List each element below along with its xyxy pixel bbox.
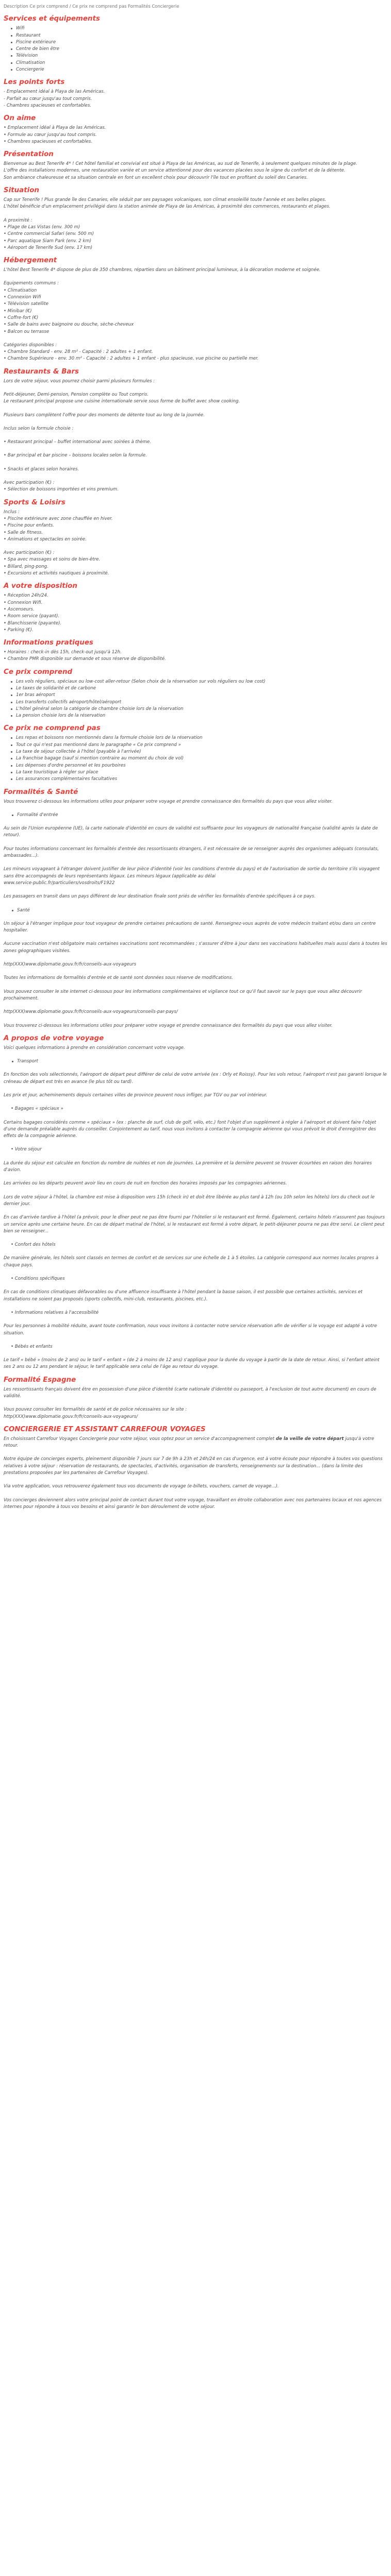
paragraph: Les prix et jour, acheminements depuis certaines villes de province peuvent nous infliger, par TGV ou par vol intérieur. xyxy=(4,1092,268,1098)
paragraph: Au sein de l'Union européenne (UE), la carte nationale d'identité en cours de validité est suffisante pour les voyageurs de nationalité française (validité après la date de retour). xyxy=(4,826,378,838)
category-item: • Chambre Supérieure - env. 30 m² - Capacité : 2 adultes + 1 enfant - plus spacieuse, vue piscine ou partielle mer. xyxy=(4,356,259,362)
equip-item: • Balcon ou terrasse xyxy=(4,329,50,334)
paragraph: Aucune vaccination n'est obligatoire mais certaines vaccinations sont recommandées ; s'assurer d'être à jour dans ses vaccinations habituelles mais aussi dans à toutes les zones géographiques visitées. xyxy=(4,941,387,954)
diplomatie-pays-link[interactable]: http(XXX)www.diplomatie.gouv.fr/fr/conseils-aux-voyageurs/conseils-par-pays/ xyxy=(4,1009,178,1015)
incl-label: Inclus selon la formule choisie : xyxy=(4,426,74,431)
paragraph: Vous trouverez ci-dessous les informations utiles pour préparer votre voyage et prendre connaissance des formalités du pays que vous allez visiter. xyxy=(4,1023,333,1028)
list-item: • Chambre PMR disponible sur demande et sous réserve de disponibilité. xyxy=(4,656,166,662)
restaurants-block xyxy=(4,378,387,494)
subheading: • Confort des hôtels xyxy=(11,1242,56,1248)
nearby-label: A proximité : xyxy=(4,217,32,223)
prix-comprend-list xyxy=(4,679,387,720)
list-item: La taxe touristique à régler sur place xyxy=(11,769,387,776)
nearby-item: • Centre commercial Safari (env. 500 m) xyxy=(4,231,94,237)
paying-item: • Spa avec massages et soins de bien-être. xyxy=(4,557,101,563)
list-item: Restaurant xyxy=(11,32,387,39)
list-item: • Connexion Wifi. xyxy=(4,600,43,605)
list-item: Centre de bien être xyxy=(11,46,387,53)
paragraph: L'hôtel bénéficie d'un emplacement privilégié dans la station animée de Playa de las Américas, à proximité des commerces, restaurants et plages. xyxy=(4,204,331,210)
paragraph xyxy=(4,1436,387,1450)
paragraph: Bienvenue au Best Tenerife 4* ! Cet hôtel familial et convivial est situé à Playa de las Américas, au sud de Tenerife, à seulement quelques minutes de la plage. xyxy=(4,161,357,167)
paragraph: L'hôtel Best Tenerife 4* dispose de plus de 350 chambres, réparties dans un bâtiment principal lumineux, à la décoration moderne et soignée. xyxy=(4,267,321,273)
paragraph: En fonction des vols sélectionnés, l'aéroport de départ peut différer de celui de votre arrivée (ex : Orly et Roissy). Pour les vols retour, l'aéroport n'est pas garanti lorsque le créneau de départ est très en avance (le plus tôt ou tard). xyxy=(4,1072,387,1084)
paragraph: La durée du séjour est calculée en fonction du nombre de nuitées et non de journées. La première et la dernière peuvent se trouver écourtées en raison des horaires d'avion. xyxy=(4,1160,372,1173)
list-item: • Blanchisserie (payante). xyxy=(4,620,62,626)
incl-item: • Piscine pour enfants. xyxy=(4,523,54,529)
disposition-title: A votre disposition xyxy=(4,582,77,590)
paragraph: Cap sur Tenerife ! Plus grande île des Canaries, elle séduit par ses paysages volcaniques, son climat ensoleillé toute l'année et ses belles plages. xyxy=(4,197,327,203)
incl-item: • Bar principal et bar piscine – boissons locales selon la formule. xyxy=(4,453,147,459)
informations-title: Informations pratiques xyxy=(4,639,93,647)
list-item: Piscine extérieure xyxy=(11,39,387,46)
paragraph: Pour les personnes à mobilité réduite, avant toute confirmation, nous vous invitons à contacter notre service réservation afin de vérifier si le voyage est adapté à votre situation. xyxy=(4,1324,377,1336)
list-item: Tout ce qui n'est pas mentionné dans le paragraphe « Ce prix comprend » xyxy=(11,742,387,749)
paragraph: Un séjour à l'étranger implique pour tout voyageur de prendre certaines précautions de santé. Renseignez-vous auprès de votre médecin traitant et/ou dans un centre hospitalier. xyxy=(4,921,376,934)
points-forts-line: - Emplacement idéal à Playa de las Américas. xyxy=(4,89,105,95)
subheading: • Bagages « spéciaux » xyxy=(11,1106,63,1112)
paying-item: • Sélection de boissons importées et vins premium. xyxy=(4,487,119,493)
paragraph: Vous trouverez ci-dessous les informations utiles pour préparer votre voyage et prendre connaissance des formalités du pays que vous allez visiter. xyxy=(4,799,333,804)
services-title: Services et équipements xyxy=(4,15,100,23)
paragraph: Pour toutes informations concernant les formalités d'entrée des ressortissants étrangers, il est nécessaire de se renseigner auprès des organismes adéquats (consulats, ambassades...). xyxy=(4,846,379,859)
paragraph: Voici quelques informations à prendre en considération concernant votre voyage. xyxy=(4,1045,185,1050)
incl-item: • Salle de fitness. xyxy=(4,530,43,535)
paragraph: Son ambiance chaleureuse et sa situation centrale en font un excellent choix pour découvrir l'île tout en profitant du soleil des Canaries. xyxy=(4,175,308,180)
nearby-item: • Plage de Las Vistas (env. 300 m) xyxy=(4,224,80,230)
equip-item: • Coffre-fort (€) xyxy=(4,315,39,320)
incl-item: • Animations et spectacles en soirée. xyxy=(4,536,87,542)
sports-block xyxy=(4,509,387,578)
nearby-item: • Aéroport de Tenerife Sud (env. 17 km) xyxy=(4,245,93,250)
points-forts-line: - Parfait au cœur jusqu'au tout compris. xyxy=(4,96,92,101)
list-item: • Ascenseurs. xyxy=(4,606,35,612)
list-item: • Parking (€). xyxy=(4,627,34,633)
informations-block xyxy=(4,649,387,663)
paragraph: Notre équipe de concierges experts, pleinement disponible 7 jours sur 7 de 9h à 23h et 24h/24 en cas d'urgence, est à votre écoute pour répondre à toutes vos questions relatives à votre séjour : réservation de restaurants, de spectacles, d'activités, organisation de transferts, renseignements sur la destination... (dans la limite des prestations proposées par les partenaires de Carrefour Voyages). xyxy=(4,1456,383,1476)
situation-title: Situation xyxy=(4,187,39,195)
list-item: La franchise bagage (sauf si mention contraire au moment du choix de vol) xyxy=(11,755,387,762)
equip-label: Equipements communs : xyxy=(4,281,59,286)
paragraph: Les ressortissants français doivent être en possession d'une pièce d'identité (carte nationale d'identité ou passeport, à l'exclusion de tout autre document) en cours de validité. xyxy=(4,1386,377,1399)
paying-item: • Excursions et activités nautiques à proximité. xyxy=(4,571,109,577)
categories-label: Catégories disponibles : xyxy=(4,342,57,348)
espagne-title: Formalité Espagne xyxy=(4,1376,76,1384)
text-run: jusqu'à votre retour. xyxy=(4,1436,374,1449)
subheading: • Bébés et enfants xyxy=(11,1344,53,1349)
situation-block xyxy=(4,197,387,251)
paying-label: Avec participation (€) : xyxy=(4,550,55,556)
restaurants-title: Restaurants & Bars xyxy=(4,367,79,376)
on-aime-line: • Emplacement idéal à Playa de las Américas. xyxy=(4,125,106,131)
paragraph: Toutes les informations de formalités d'entrée et de santé sont données sous réserve de modifications. xyxy=(4,975,233,981)
equip-item: • Connexion Wifi xyxy=(4,295,41,300)
presentation-title: Présentation xyxy=(4,150,54,159)
points-forts-line: - Chambres spacieuses et confortables. xyxy=(4,103,92,108)
espagne-block xyxy=(4,1386,387,1420)
on-aime-line: • Chambres spacieuses et confortables. xyxy=(4,139,92,144)
points-forts-block xyxy=(4,89,387,109)
paying-label: Avec participation (€) : xyxy=(4,480,55,486)
subheading: Formalité d'entrée xyxy=(4,812,387,819)
subheading: Transport xyxy=(4,1058,387,1065)
paragraph: Petit-déjeuner, Demi-pension, Pension complète ou Tout compris. xyxy=(4,392,149,397)
sports-title: Sports & Loisirs xyxy=(4,498,66,506)
incl-label: Inclus : xyxy=(4,509,20,515)
diplomatie-espagne-link[interactable]: http(XXX)www.diplomatie.gouv.fr/fr/conseils-aux-voyageurs/ xyxy=(4,1414,138,1419)
formalites-title: Formalités & Santé xyxy=(4,788,78,796)
formalites-block xyxy=(4,799,387,1029)
list-item: Les dépenses d'ordre personnel et les pourboires xyxy=(11,762,387,769)
list-item: Climatisation xyxy=(11,60,387,66)
text-run-bold: de la veille de votre départ xyxy=(275,1436,344,1442)
paragraph: L'offre des installations modernes, une restauration variée et un service attentionné pour des vacances placées sous le signe du confort et de la détente. xyxy=(4,168,346,174)
list-item: Les assurances complémentaires facultatives xyxy=(11,776,387,783)
list-item: Le taxes de solidarité et de carbone xyxy=(11,685,387,692)
list-item: L'hôtel général selon la catégorie de chambre choisie lors de la réservation xyxy=(11,706,387,713)
paragraph: Le restaurant principal propose une cuisine internationale servie sous forme de buffet avec show cooking. xyxy=(4,399,240,404)
subheading: Santé xyxy=(4,907,387,914)
list-item: Les transferts collectifs aéroport/hôtel/aéroport xyxy=(11,699,387,706)
prix-comprend-title: Ce prix comprend xyxy=(4,668,73,676)
paying-item: • Billard, ping-pong. xyxy=(4,564,48,569)
list-item: Les vols réguliers, spéciaux ou low-cost aller-retour (Selon choix de la réservation sur vols réguliers ou low cost) xyxy=(11,679,387,685)
apropos-block xyxy=(4,1045,387,1371)
list-item: La taxe de séjour collectée à l'hôtel (payable à l'arrivée) xyxy=(11,749,387,755)
prix-ne-comprend-title: Ce prix ne comprend pas xyxy=(4,724,101,733)
subheading: • Conditions spécifiques xyxy=(11,1276,65,1282)
apropos-title: A propos de votre voyage xyxy=(4,1034,104,1042)
hebergement-title: Hébergement xyxy=(4,257,57,265)
paragraph: Les arrivées ou les départs peuvent avoir lieu en cours de nuit en fonction des horaires imposés par les compagnies aériennes. xyxy=(4,1181,287,1187)
presentation-block xyxy=(4,161,387,181)
subheading: • Votre séjour xyxy=(11,1147,42,1153)
incl-item: • Restaurant principal – buffet international avec soirées à thème. xyxy=(4,439,151,445)
list-item: • Horaires : check-in dès 15h, check-out jusqu'à 12h. xyxy=(4,650,122,655)
incl-item: • Piscine extérieure avec zone chauffée en hiver. xyxy=(4,516,113,521)
conciergerie-title: CONCIERGERIE ET ASSISTANT CARREFOUR VOYAGES xyxy=(4,1425,206,1433)
paragraph: Lors de votre séjour à l'hôtel, la chambre est mise à disposition vers 15h (check in) et doit être libérée au plus tard à 12h (ou 10h selon les hôtels) lors du check out le dernier jour. xyxy=(4,1194,375,1207)
section-nav: Description Ce prix comprend / Ce prix ne comprend pas Formalités Conciergerie xyxy=(4,4,180,9)
paragraph: Vous pouvez consulter les formalités de santé et de police nécessaires sur le site : xyxy=(4,1407,187,1413)
list-item: Wifi xyxy=(11,25,387,32)
paragraph: Via votre application, vous retrouverez également tous vos documents de voyage (e-billets, vouchers, carnet de voyage...). xyxy=(4,1484,279,1489)
service-public-link[interactable]: www.service-public.fr/particuliers/vosdroits/F1922 xyxy=(4,880,115,886)
equip-item: • Minibar (€) xyxy=(4,308,32,314)
on-aime-block xyxy=(4,125,387,145)
equip-item: • Climatisation xyxy=(4,287,37,293)
text-run: En choisissant Carrefour Voyages Conciergerie pour votre séjour, vous optez pour un service d'accompagnement complet xyxy=(4,1436,276,1442)
paragraph: Les passagers en transit dans un pays différent de leur destination finale sont priés de vérifier les formalités d'entrée spécifiques à ce pays. xyxy=(4,894,316,900)
paragraph: En cas d'arrivée tardive à l'hôtel (a prévoir, pour le dîner peut ne pas être fourni par l'hôtelier si le restaurant est fermé. Également, certains hôtels n'assurent pas toujours un service après une certaine heure. En cas de départ matinal de l'hôtel, si le restaurant est fermé à votre départ, le petit-déjeuner pourra ne pas être servi. Le client peut bien se renseigner... xyxy=(4,1215,385,1234)
conciergerie-block xyxy=(4,1436,387,1511)
paragraph: Les mineurs voyageant à l'étranger doivent justifier de leur pièce d'identité (voir les conditions d'entrée du pays) et de l'autorisation de sortie du territoire s'ils voyagent sans être accompagnés de leurs représentants légaux. Les mineurs légaux (applicable au délai xyxy=(4,867,380,879)
list-item: La pension choisie lors de la réservation xyxy=(11,713,387,719)
paragraph: Le tarif « bébé » (moins de 2 ans) ou le tarif « enfant » (de 2 à moins de 12 ans) s'applique pour la durée du voyage à partir de la date de retour. Ainsi, si l'enfant atteint ses 2 ans ou 12 ans pendant le séjour, le tarif applicable sera celui de l'âge au retour du voyage. xyxy=(4,1358,380,1370)
equip-item: • Télévision satellite xyxy=(4,301,48,307)
list-item: Télévision xyxy=(11,53,387,59)
list-item: • Room service (payant). xyxy=(4,614,60,619)
paragraph: Certains bagages considérés comme « spéciaux » (ex : planche de surf, club de golf, vélo, etc.) font l'objet d'un supplément à régler à l'aéroport et doivent faire l'objet d'une demande préalable auprès du conseiller. Conjointement au tarif, nous vous invitons à contacter la compagnie aérienne qui vous prévoit le droit d'enregistrer des effets de la compagnie aérienne. xyxy=(4,1120,377,1139)
on-aime-line: • Formule au cœur jusqu'au tout compris. xyxy=(4,132,97,138)
list-item: Les repas et boissons non mentionnés dans la formule choisie lors de la réservation xyxy=(11,735,387,741)
subheading: • Informations relatives à l'accessibilité xyxy=(11,1310,99,1315)
paragraph: Vos concierges deviennent alors votre principal point de contact durant tout votre voyage, travaillant en étroite collaboration avec nos partenaires locaux et nos agences internes pour répondre à tous vos besoins et ainsi garantir le bon déroulement de votre séjour. xyxy=(4,1497,382,1510)
paragraph: De manière générale, les hôtels sont classés en termes de confort et de services sur une échelle de 1 à 5 étoiles. La catégorie correspond aux normes locales propres à chaque pays. xyxy=(4,1256,379,1268)
disposition-block xyxy=(4,592,387,634)
nearby-item: • Parc aquatique Siam Park (env. 2 km) xyxy=(4,238,92,244)
hebergement-block xyxy=(4,267,387,363)
on-aime-title: On aime xyxy=(4,114,36,123)
prix-ne-comprend-list xyxy=(4,735,387,783)
list-item: Conciergerie xyxy=(11,66,387,73)
list-item: 1er bras aéroport xyxy=(11,692,387,699)
paragraph: En cas de conditions climatiques défavorables ou d'une affluence insuffisante à l'hôtel pendant la basse saison, il est possible que certaines activités, services et installations ne soient pas proposés (sports collectifs, mini-club, restaurants, piscines, etc.). xyxy=(4,1290,363,1302)
services-list xyxy=(4,25,387,73)
incl-item: • Snacks et glaces selon horaires. xyxy=(4,466,79,472)
points-forts-title: Les points forts xyxy=(4,78,65,87)
category-item: • Chambre Standard - env. 28 m² - Capacité : 2 adultes + 1 enfant. xyxy=(4,349,153,355)
paragraph: Plusieurs bars complètent l'offre pour des moments de détente tout au long de la journée. xyxy=(4,412,205,418)
diplomatie-link[interactable]: http(XXX)www.diplomatie.gouv.fr/fr/conseils-aux-voyageurs xyxy=(4,962,137,968)
paragraph: Vous pouvez consulter le site internet ci-dessous pour les informations complémentaires et vigilance tout ce qu'il faut savoir sur le pays que vous allez découvrir prochainement. xyxy=(4,989,362,1001)
paragraph: Lors de votre séjour, vous pourrez choisir parmi plusieurs formules : xyxy=(4,378,155,384)
list-item: • Réception 24h/24. xyxy=(4,593,48,599)
equip-item: • Salle de bains avec baignoire ou douche, sèche-cheveux xyxy=(4,322,134,328)
